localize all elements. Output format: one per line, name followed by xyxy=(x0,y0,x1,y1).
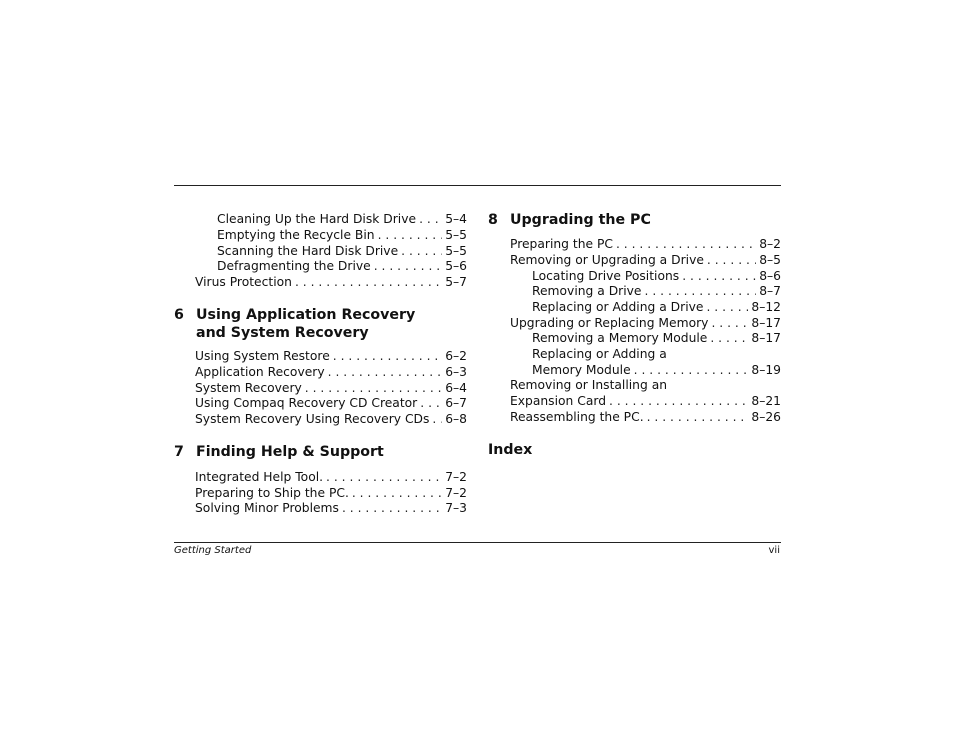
toc-entry[interactable] xyxy=(195,274,467,290)
dot-leader xyxy=(295,274,442,290)
toc-entry[interactable] xyxy=(532,299,781,315)
toc-entry[interactable] xyxy=(195,364,467,380)
index-heading-label: Index xyxy=(488,442,533,458)
toc-entry-page: 8–17 xyxy=(751,316,781,330)
toc-entry[interactable] xyxy=(195,395,467,411)
toc-entry[interactable] xyxy=(510,315,781,331)
dot-leader xyxy=(401,243,442,259)
chapter-7-heading[interactable] xyxy=(174,443,467,461)
toc-entry-title: Preparing to Ship the PC. xyxy=(195,486,349,500)
toc-entry-page: 7–3 xyxy=(445,501,467,515)
toc-entry-page: 6–3 xyxy=(445,365,467,379)
dot-leader xyxy=(616,236,756,252)
toc-entry-page: 8–26 xyxy=(751,410,781,424)
toc-entry-page: 5–6 xyxy=(445,259,467,273)
toc-entry-page: 8–2 xyxy=(759,237,781,251)
toc-entry-title: Removing a Memory Module xyxy=(532,331,708,345)
toc-entry-title: Memory Module xyxy=(532,363,631,377)
toc-entry[interactable] xyxy=(217,211,467,227)
toc-entry-title: Scanning the Hard Disk Drive xyxy=(217,244,399,258)
toc-entry-title: Integrated Help Tool. xyxy=(195,470,324,484)
dot-leader xyxy=(432,411,442,427)
chapter-number: 6 xyxy=(174,307,184,323)
toc-entry-page: 8–17 xyxy=(751,331,781,345)
toc-entry-page: 7–2 xyxy=(445,470,467,484)
toc-entry-title: Using Compaq Recovery CD Creator xyxy=(195,396,418,410)
toc-entry-title: Removing or Upgrading a Drive xyxy=(510,253,704,267)
toc-entry-title: Removing a Drive xyxy=(532,284,642,298)
toc-entry-title: Replacing or Adding a Drive xyxy=(532,300,704,314)
toc-entry[interactable] xyxy=(510,236,781,252)
toc-entry[interactable] xyxy=(195,348,467,364)
toc-entry-page: 7–2 xyxy=(445,486,467,500)
dot-leader xyxy=(328,364,443,380)
toc-entry-title: System Recovery xyxy=(195,381,302,395)
toc-entry[interactable] xyxy=(195,485,467,501)
dot-leader xyxy=(647,409,749,425)
toc-entry-title: Using System Restore xyxy=(195,349,330,363)
toc-entry-title: Locating Drive Positions xyxy=(532,269,680,283)
toc-entry-page: 8–19 xyxy=(751,363,781,377)
toc-entry[interactable] xyxy=(510,393,781,409)
toc-entry[interactable] xyxy=(217,258,467,274)
toc-entry[interactable] xyxy=(532,330,781,346)
toc-entry-page: 8–12 xyxy=(751,300,781,314)
toc-entry-title: Upgrading or Replacing Memory xyxy=(510,316,709,330)
toc-entry[interactable] xyxy=(195,411,467,427)
toc-entry[interactable] xyxy=(510,252,781,268)
toc-entry-title: Solving Minor Problems xyxy=(195,501,339,515)
dot-leader xyxy=(634,362,749,378)
toc-entry-page: 5–5 xyxy=(445,228,467,242)
header-rule xyxy=(174,185,781,186)
chapter-8-heading[interactable] xyxy=(488,211,781,229)
toc-entry[interactable] xyxy=(532,283,781,299)
footer-rule xyxy=(174,542,781,543)
toc-entry-page: 6–7 xyxy=(445,396,467,410)
toc-entry-title: Reassembling the PC. xyxy=(510,410,644,424)
toc-entry-title: Replacing or Adding a xyxy=(532,347,667,361)
dot-leader xyxy=(419,211,442,227)
footer-page-number: vii xyxy=(768,545,780,556)
toc-entry[interactable] xyxy=(217,243,467,259)
toc-entry-page: 5–7 xyxy=(445,275,467,289)
dot-leader xyxy=(305,380,442,396)
toc-entry-title: Preparing the PC xyxy=(510,237,613,251)
toc-entry-title: Expansion Card xyxy=(510,394,606,408)
toc-entry-title: Removing or Installing an xyxy=(510,378,668,392)
toc-entry-page: 8–7 xyxy=(759,284,781,298)
footer-book-title: Getting Started xyxy=(174,545,252,556)
toc-entry-page: 6–4 xyxy=(445,381,467,395)
toc-entry-page: 5–4 xyxy=(445,212,467,226)
toc-entry-page: 8–21 xyxy=(751,394,781,408)
chapter-number: 7 xyxy=(174,444,184,460)
dot-leader xyxy=(374,258,442,274)
toc-entry-page: 6–8 xyxy=(445,412,467,426)
dot-leader xyxy=(420,395,442,411)
chapter-title-line: Using Application Recovery xyxy=(196,307,416,323)
chapter-number: 8 xyxy=(488,212,498,228)
dot-leader xyxy=(333,348,442,364)
dot-leader xyxy=(609,393,748,409)
dot-leader xyxy=(326,469,442,485)
toc-entry[interactable] xyxy=(195,380,467,396)
toc-entry-title: Virus Protection xyxy=(195,275,292,289)
dot-leader xyxy=(645,283,757,299)
toc-entry-title: System Recovery Using Recovery CDs xyxy=(195,412,430,426)
toc-entry[interactable] xyxy=(510,377,781,393)
toc-entry[interactable] xyxy=(532,362,781,378)
chapter-title-line: Upgrading the PC xyxy=(510,212,651,228)
toc-entry-title: Cleaning Up the Hard Disk Drive xyxy=(217,212,417,226)
toc-entry[interactable] xyxy=(195,500,467,516)
toc-entry-page: 8–5 xyxy=(759,253,781,267)
dot-leader xyxy=(707,252,756,268)
chapter-6-heading[interactable] xyxy=(174,306,467,342)
toc-entry[interactable] xyxy=(217,227,467,243)
toc-entry-page: 5–5 xyxy=(445,244,467,258)
toc-entry[interactable] xyxy=(532,346,781,362)
dot-leader xyxy=(711,315,748,331)
dot-leader xyxy=(710,330,748,346)
chapter-title-line: and System Recovery xyxy=(196,325,369,341)
dot-leader xyxy=(342,500,442,516)
chapter-title-line: Finding Help & Support xyxy=(196,444,384,460)
toc-entry[interactable] xyxy=(195,469,467,485)
toc-entry-title: Defragmenting the Drive xyxy=(217,259,371,273)
toc-entry[interactable] xyxy=(532,268,781,284)
dot-leader xyxy=(352,485,442,501)
toc-entry-title: Emptying the Recycle Bin xyxy=(217,228,375,242)
index-heading[interactable] xyxy=(488,441,781,459)
dot-leader xyxy=(682,268,756,284)
dot-leader xyxy=(378,227,443,243)
toc-entry[interactable] xyxy=(510,409,781,425)
dot-leader xyxy=(706,299,748,315)
toc-entry-page: 6–2 xyxy=(445,349,467,363)
toc-entry-title: Application Recovery xyxy=(195,365,325,379)
toc-entry-page: 8–6 xyxy=(759,269,781,283)
